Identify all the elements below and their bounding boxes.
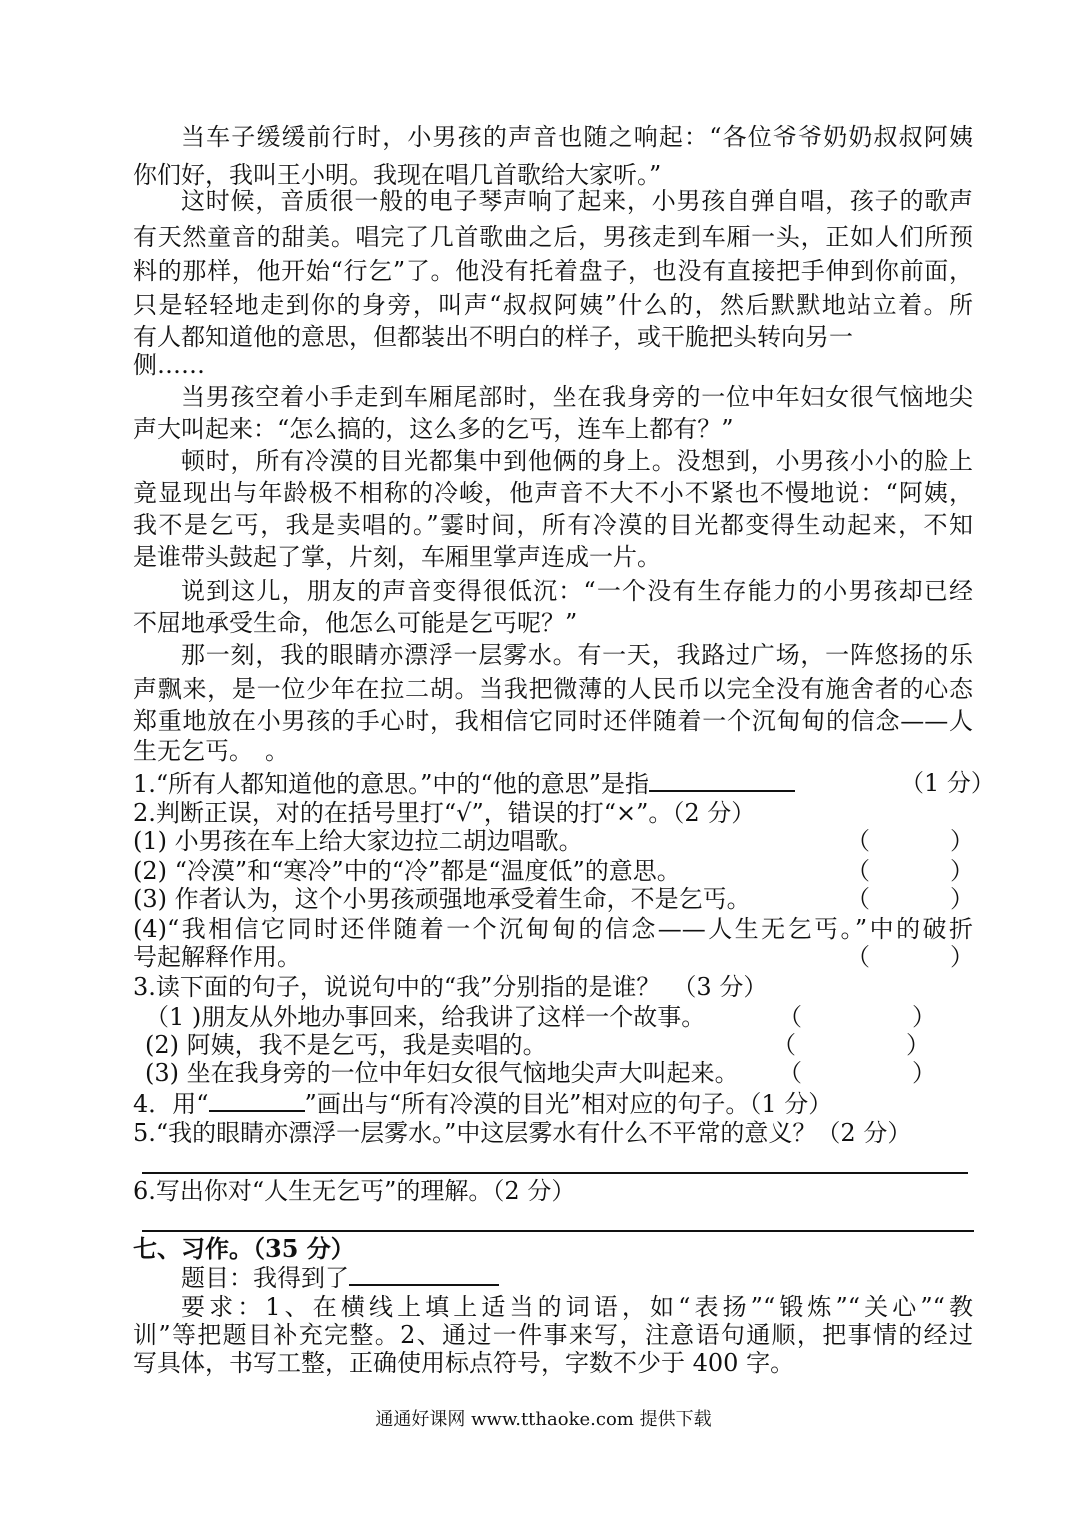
passage-line: 顿时，所有冷漠的目光都集中到他俩的身上。没想到，小男孩小小的脸上 — [181, 447, 973, 475]
paren-close: ） — [950, 943, 974, 971]
question-3-item: (2) 阿姨，我不是乞丐，我是卖唱的。 — [145, 1031, 547, 1059]
passage-line: 有天然童音的甜美。唱完了几首歌曲之后，男孩走到车厢一头，正如人们所预 — [133, 223, 973, 251]
question-2-item: 号起解释作用。 — [133, 943, 301, 971]
paren-close: ） — [950, 885, 974, 913]
essay-topic — [181, 1262, 973, 1293]
paren-close: ） — [950, 857, 974, 885]
passage-line: 你们好，我叫王小明。我现在唱几首歌给大家听。” — [133, 161, 662, 189]
question-6: 6.写出你对“人生无乞丐”的理解。（2 分） — [133, 1177, 576, 1205]
passage-line: 料的那样，他开始“行乞”了。他没有托着盘子，也没有直接把手伸到你前面， — [133, 257, 973, 285]
paren-open: （ — [846, 885, 870, 913]
passage-line: 当男孩空着小手走到车厢尾部时，坐在我身旁的一位中年妇女很气恼地尖 — [181, 383, 973, 411]
answer-line[interactable] — [142, 1230, 974, 1232]
underline-sample — [209, 1088, 305, 1112]
question-1-text: 1.“所有人都知道他的意思。”中的“他的意思”是指 — [133, 770, 649, 798]
question-4 — [133, 1088, 973, 1119]
passage-line: 那一刻，我的眼睛亦漂浮一层雾水。有一天，我路过广场，一阵悠扬的乐 — [181, 641, 973, 669]
paren-close: ） — [912, 1003, 936, 1031]
passage-line: 声飘来，是一位少年在拉二胡。当我把微薄的人民币以完全没有施舍者的心态 — [133, 675, 973, 703]
passage-line: 郑重地放在小男孩的手心时，我相信它同时还伴随着一个沉甸甸的信念——人 — [133, 707, 973, 735]
essay-requirement: 要求：1、在横线上填上适当的词语，如“表扬”“锻炼”“关心”“教 — [181, 1293, 973, 1321]
passage-line: 这时候，音质很一般的电子琴声响了起来，小男孩自弹自唱，孩子的歌声 — [181, 187, 973, 215]
paren-close: ） — [906, 1031, 930, 1059]
paren-close: ） — [912, 1059, 936, 1087]
question-1 — [133, 768, 973, 799]
passage-line: 有人都知道他的意思，但都装出不明白的样子，或干脆把头转向另一 — [133, 323, 853, 351]
footer-credit: 通通好课网 www.tthaoke.com 提供下载 — [375, 1409, 712, 1430]
answer-line[interactable] — [142, 1172, 968, 1174]
passage-line: 当车子缓缓前行时，小男孩的声音也随之响起：“各位爷爷奶奶叔叔阿姨 — [181, 123, 973, 151]
topic-blank[interactable] — [349, 1262, 499, 1286]
passage-line: 不屈地承受生命，他怎么可能是乞丐呢？” — [133, 609, 578, 637]
question-2-item: (1) 小男孩在车上给大家边拉二胡边唱歌。 — [133, 827, 583, 855]
question-2-item: (4)“我相信它同时还伴随着一个沉甸甸的信念——人生无乞丐。”中的破折 — [133, 915, 973, 943]
question-3-item: (3) 坐在我身旁的一位中年妇女很气恼地尖声大叫起来。 — [145, 1059, 739, 1087]
passage-line: 只是轻轻地走到你的身旁，叫声“叔叔阿姨”什么的，然后默默地站立着。所 — [133, 291, 973, 319]
question-4-before: 4．用“ — [133, 1090, 209, 1118]
question-3-item: （1 )朋友从外地办事回来，给我讲了这样一个故事。 — [145, 1003, 706, 1031]
passage-line: 侧…… — [133, 351, 205, 379]
question-2-item: (2) “冷漠”和“寒冷”中的“冷”都是“温度低”的意思。 — [133, 857, 681, 885]
question-3-title: 3.读下面的句子，说说句中的“我”分别指的是谁？ （3 分） — [133, 973, 768, 1001]
question-4-after: ”画出与“所有冷漠的目光”相对应的句子。（1 分） — [304, 1090, 833, 1118]
passage-line: 说到这儿，朋友的声音变得很低沉：“一个没有生存能力的小男孩却已经 — [181, 577, 973, 605]
question-5: 5.“我的眼睛亦漂浮一层雾水。”中这层雾水有什么不平常的意义？（2 分） — [133, 1119, 912, 1147]
passage-line: 声大叫起来：“怎么搞的，这么多的乞丐，连车上都有？” — [133, 415, 734, 443]
paren-open: （ — [778, 1003, 802, 1031]
passage-line: 竟显现出与年龄极不相称的冷峻，他声音不大不小不紧也不慢地说：“阿姨， — [133, 479, 973, 507]
paren-open: （ — [846, 827, 870, 855]
essay-topic-text: 题目：我得到了 — [181, 1264, 349, 1292]
essay-requirement: 写具体，书写工整，正确使用标点符号，字数不少于 400 字。 — [133, 1349, 795, 1377]
section-7-heading: 七、习作。（35 分） — [133, 1234, 355, 1263]
paren-open: （ — [778, 1059, 802, 1087]
paren-open: （ — [772, 1031, 796, 1059]
passage-line: 生无乞丐。 。 — [133, 737, 289, 765]
paren-open: （ — [846, 857, 870, 885]
paren-open: （ — [846, 943, 870, 971]
passage-line: 我不是乞丐，我是卖唱的。”霎时间，所有冷漠的目光都变得生动起来，不知 — [133, 511, 973, 539]
question-1-score: （1 分） — [900, 769, 995, 797]
answer-blank[interactable] — [649, 768, 795, 792]
question-2-title: 2.判断正误，对的在括号里打“√”，错误的打“×”。（2 分） — [133, 799, 756, 827]
paren-close: ） — [950, 827, 974, 855]
essay-requirement: 训”等把题目补充完整。2、通过一件事来写，注意语句通顺，把事情的经过 — [133, 1321, 973, 1349]
passage-line: 是谁带头鼓起了掌，片刻，车厢里掌声连成一片。 — [133, 543, 661, 571]
question-2-item: (3) 作者认为，这个小男孩顽强地承受着生命，不是乞丐。 — [133, 885, 751, 913]
